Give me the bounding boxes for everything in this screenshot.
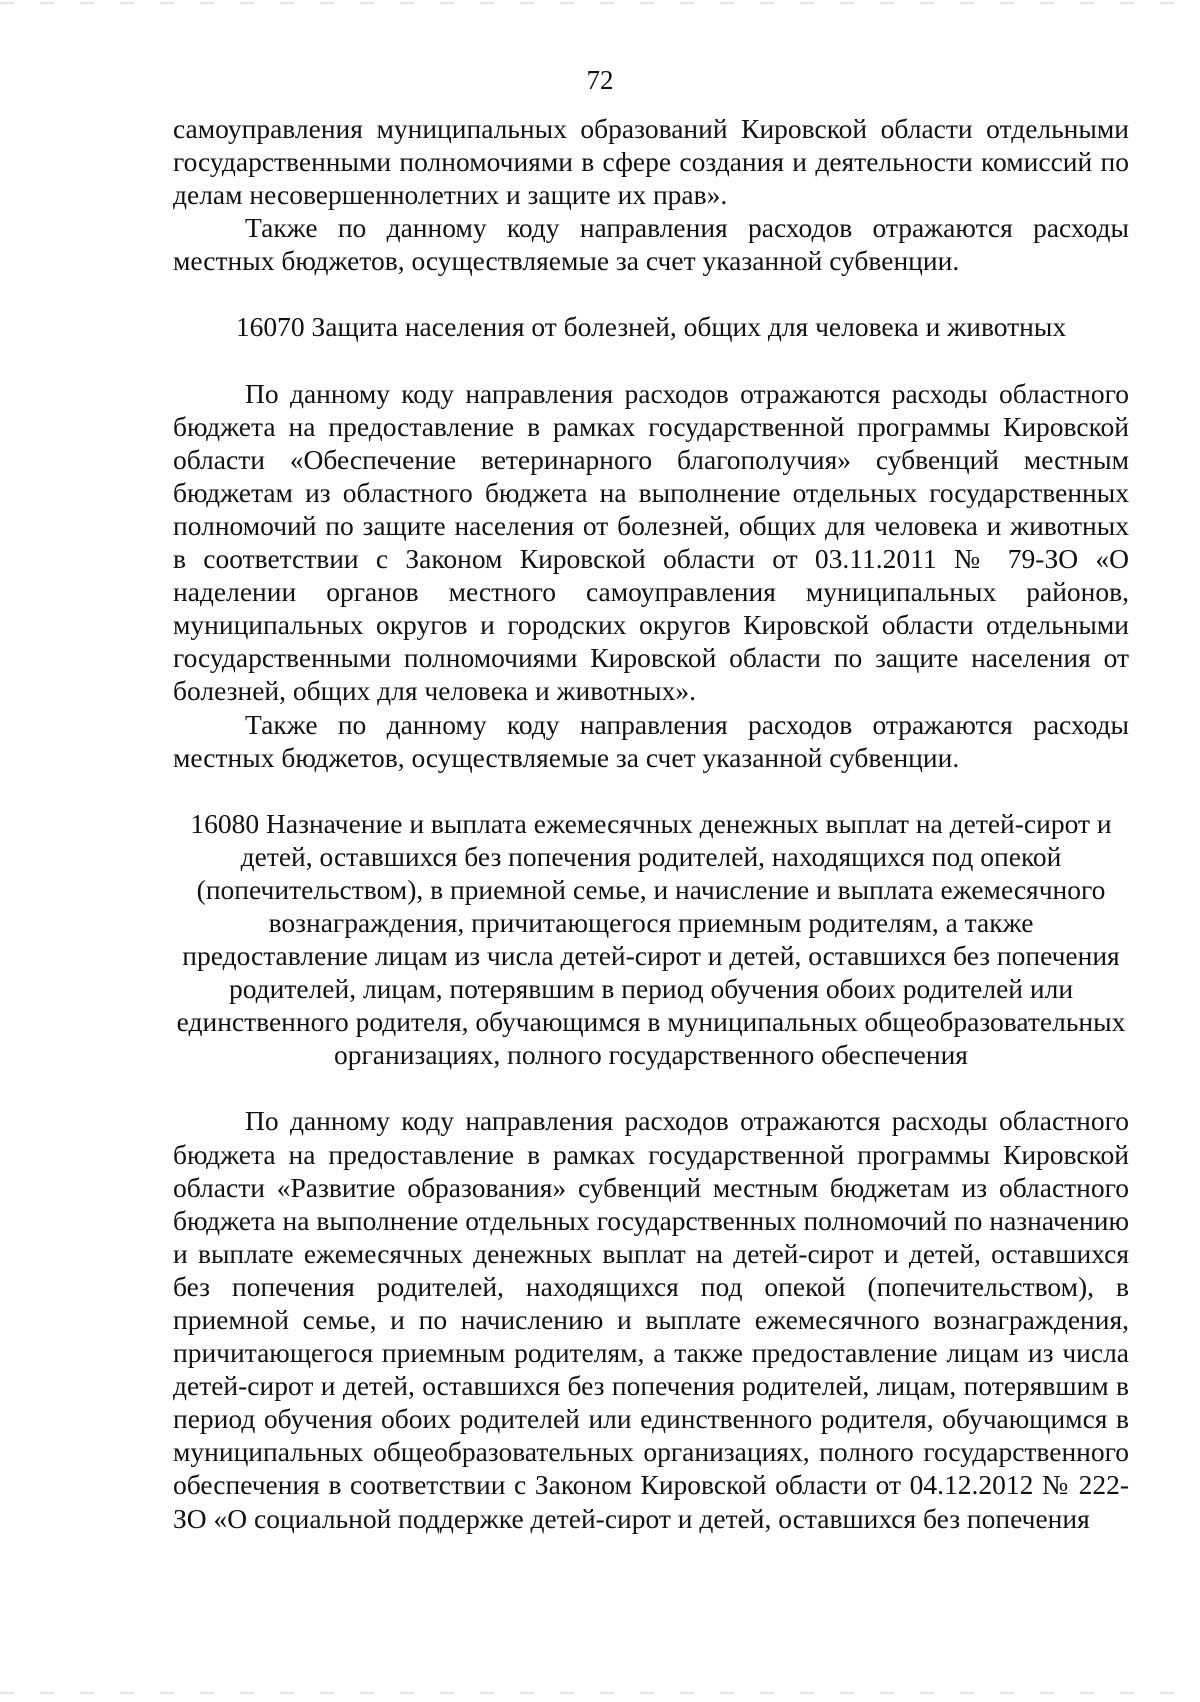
spacer <box>173 344 1129 377</box>
paragraph-local-budgets-note: Также по данному коду направления расходов отражаются расходы местных бюджетов, осуществляемые за счет указанной субвенции. <box>173 212 1129 277</box>
document-body <box>173 112 1129 1535</box>
scan-edge-top <box>0 2 1200 4</box>
paragraph-16070-description: По данному коду направления расходов отражаются расходы областного бюджета на предоставление в рамках государственной программы Кировской области «Обеспечение ветеринарного благополучия» субвенций местным бюджетам из областного бюджета на выполнение отдельных государственных полномочий по защите населения от болезней, общих для человека и животных в соответствии с Законом Кировской области от 03.11.2011 № 79-ЗО «О наделении органов местного самоуправления муниципальных районов, муниципальных округов и городских округов Кировской области отдельными государственными полномочиями Кировской области по защите населения от болезней, общих для человека и животных». <box>173 377 1129 707</box>
spacer <box>173 277 1129 310</box>
page-number: 72 <box>586 65 614 95</box>
spacer <box>173 774 1129 807</box>
paragraph-16080-description: По данному коду направления расходов отражаются расходы областного бюджета на предоставление в рамках государственной программы Кировской области «Развитие образования» субвенций местным бюджетам из областного бюджета на выполнение отдельных государственных полномочий по назначению и выплате ежемесячных денежных выплат на детей-сирот и детей, оставшихся без попечения родителей, находящихся под опекой (попечительством), в приемной семье, и по начислению и выплате ежемесячного вознаграждения, причитающегося приемным родителям, а также предоставление лицам из числа детей-сирот и детей, оставшихся без попечения родителей, лицам, потерявшим в период обучения обоих родителей или единственного родителя, обучающимся в муниципальных общеобразовательных организациях, полного государственного обеспечения в соответствии с Законом Кировской области от 04.12.2012 № 222-ЗО «О социальной поддержке детей-сирот и детей, оставшихся без попечения <box>173 1105 1129 1534</box>
section-heading-16080: 16080 Назначение и выплата ежемесячных денежных выплат на детей-сирот и детей, оставшихся без попечения родителей, находящихся под опекой (попечительством), в приемной семье, и начисление и выплата ежемесячного вознаграждения, причитающегося приемным родителям, а также предоставление лицам из числа детей-сирот и детей, оставшихся без попечения родителей, лицам, потерявшим в период обучения обоих родителей или единственного родителя, обучающимся в муниципальных общеобразовательных организациях, полного государственного обеспечения <box>176 807 1126 1071</box>
section-heading-16070: 16070 Защита населения от болезней, общих для человека и животных <box>235 311 1067 343</box>
spacer <box>173 1071 1129 1104</box>
paragraph-continuation: самоуправления муниципальных образований Кировской области отдельными государственными полномочиями в сфере создания и деятельности комиссий по делам несовершеннолетних и защите их прав». <box>173 113 1129 211</box>
scan-edge-bottom <box>0 1692 1200 1694</box>
paragraph-16070-local-budgets-note: Также по данному коду направления расходов отражаются расходы местных бюджетов, осуществляемые за счет указанной субвенции. <box>173 708 1129 773</box>
